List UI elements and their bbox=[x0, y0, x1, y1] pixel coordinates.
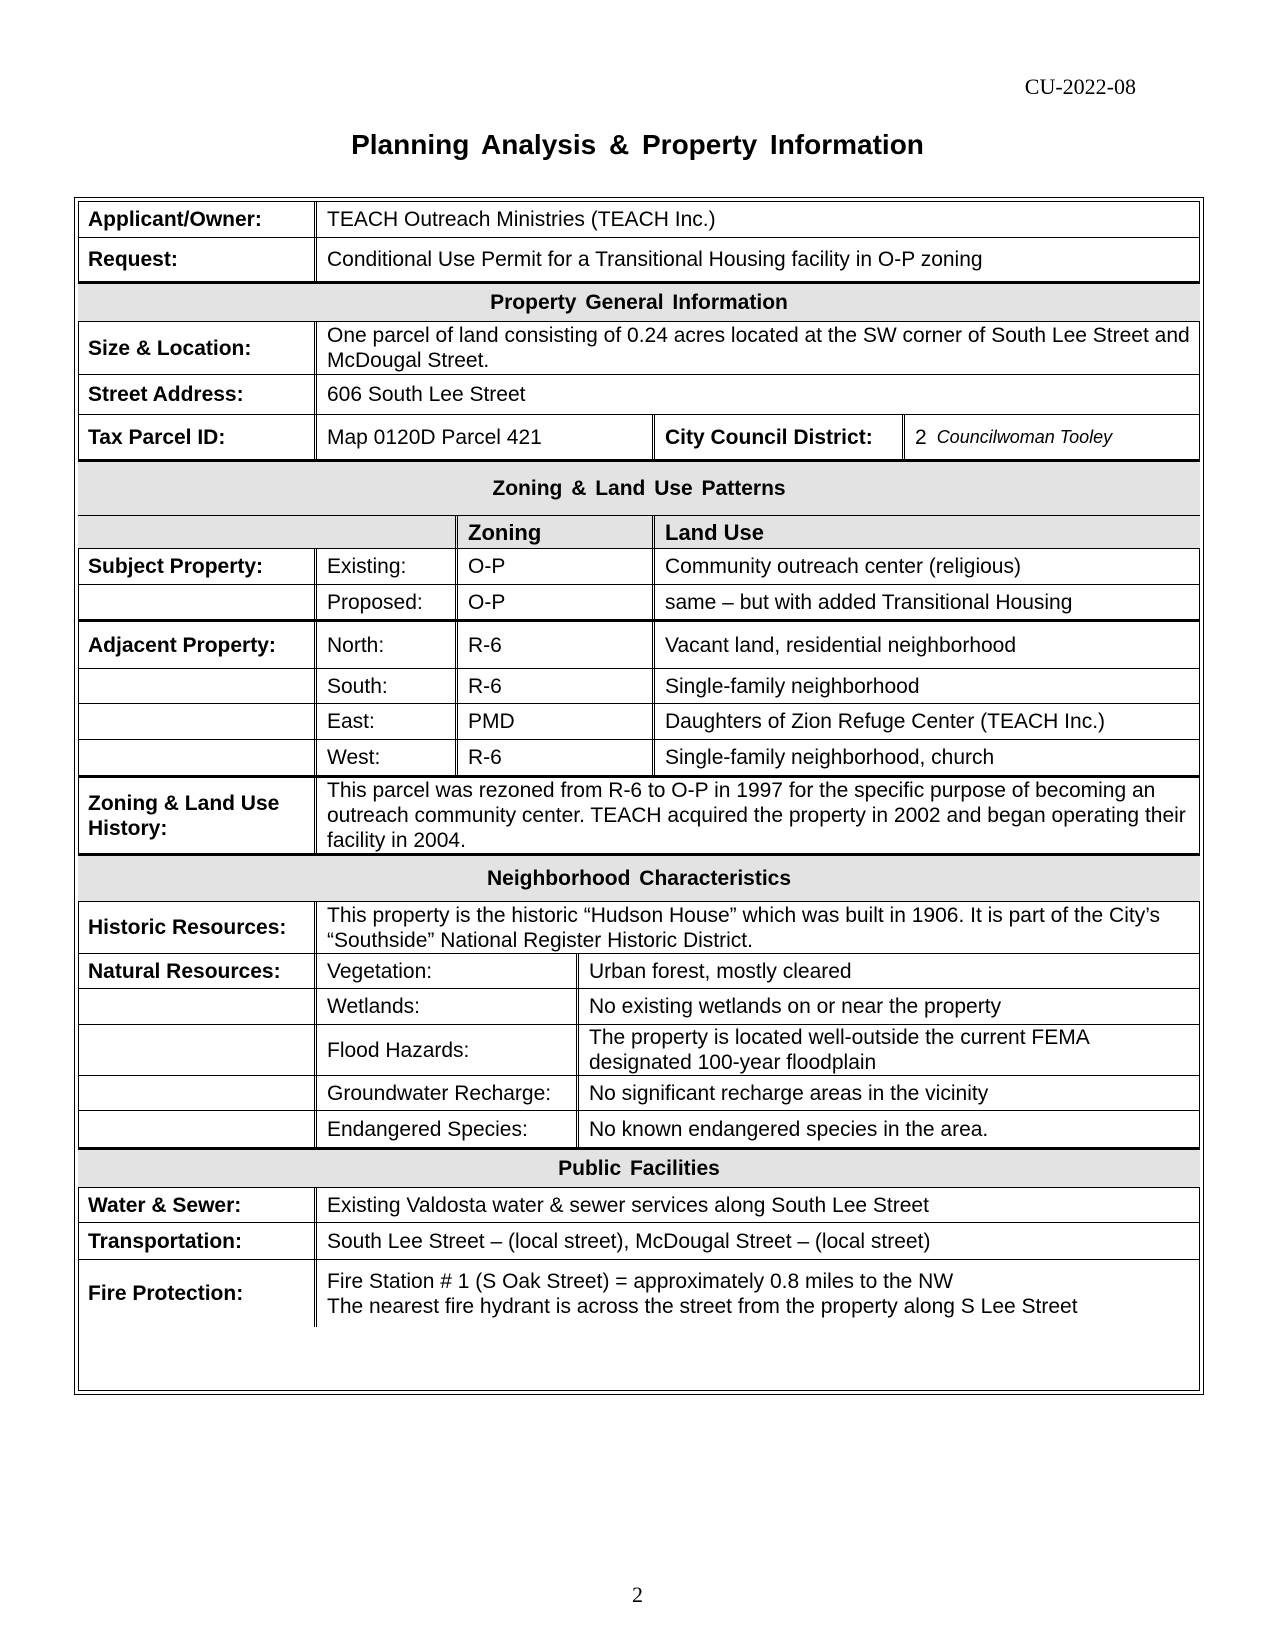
council-district-value bbox=[902, 415, 1200, 459]
table-row bbox=[78, 954, 1200, 989]
council-member-name: Councilwoman Tooley bbox=[936, 426, 1113, 447]
zoning-row-zone: O-P bbox=[455, 549, 652, 584]
zoning-row-zone: O-P bbox=[455, 585, 652, 619]
transportation-value: South Lee Street – (local street), McDougal Street – (local street) bbox=[314, 1223, 1200, 1259]
zoning-row-zone: PMD bbox=[455, 704, 652, 739]
land-use-column-header: Land Use bbox=[652, 516, 1200, 548]
request-value: Conditional Use Permit for a Transitional Housing facility in O-P zoning bbox=[314, 238, 1200, 281]
natural-resource-item: Vegetation: bbox=[314, 954, 576, 988]
section-neighborhood bbox=[78, 854, 1200, 902]
section-heading: Neighborhood Characteristics bbox=[486, 867, 792, 890]
table-row bbox=[78, 620, 1200, 669]
zoning-row-direction: Proposed: bbox=[314, 585, 455, 619]
tax-parcel-row bbox=[78, 415, 1200, 460]
zoning-row-direction: West: bbox=[314, 740, 455, 775]
empty-cell bbox=[78, 669, 314, 703]
empty-cell bbox=[78, 1111, 314, 1147]
water-sewer-value: Existing Valdosta water & sewer services along South Lee Street bbox=[314, 1188, 1200, 1222]
table-row bbox=[78, 549, 1200, 585]
fire-protection-value bbox=[314, 1260, 1200, 1327]
page-number: 2 bbox=[632, 1582, 643, 1607]
request-row bbox=[78, 238, 1200, 282]
empty-cell bbox=[78, 1076, 314, 1110]
natural-resource-item: Wetlands: bbox=[314, 989, 576, 1024]
zoning-history-row bbox=[78, 776, 1200, 854]
water-sewer-label: Water & Sewer: bbox=[88, 1193, 242, 1217]
natural-resource-value: The property is located well-outside the current FEMA designated 100-year floodplain bbox=[576, 1025, 1200, 1075]
zoning-row-land-use: Single-family neighborhood, church bbox=[652, 740, 1200, 775]
table-row bbox=[78, 1025, 1200, 1076]
empty-cell bbox=[78, 704, 314, 739]
size-location-row bbox=[78, 322, 1200, 375]
zoning-row-direction: East: bbox=[314, 704, 455, 739]
zoning-row-land-use: Community outreach center (religious) bbox=[652, 549, 1200, 584]
zoning-row-land-use: same – but with added Transitional Housing bbox=[652, 585, 1200, 619]
request-label: Request: bbox=[88, 248, 178, 271]
natural-resource-item: Flood Hazards: bbox=[314, 1025, 576, 1075]
zoning-column-headers bbox=[78, 516, 1200, 549]
historic-resources-row bbox=[78, 902, 1200, 954]
natural-resource-item: Endangered Species: bbox=[314, 1111, 576, 1147]
natural-resource-item: Groundwater Recharge: bbox=[314, 1076, 576, 1110]
fire-protection-row bbox=[78, 1260, 1200, 1327]
section-heading: Zoning & Land Use Patterns bbox=[492, 477, 786, 500]
table-row bbox=[78, 704, 1200, 740]
street-address-label: Street Address: bbox=[88, 383, 244, 406]
fire-station-line: Fire Station # 1 (S Oak Street) = approximately 0.8 miles to the NW bbox=[327, 1269, 954, 1293]
applicant-value: TEACH Outreach Ministries (TEACH Inc.) bbox=[314, 201, 1200, 237]
historic-resources-label: Historic Resources: bbox=[88, 916, 287, 939]
transportation-row bbox=[78, 1223, 1200, 1260]
table-row bbox=[78, 740, 1200, 776]
zoning-row-zone: R-6 bbox=[455, 669, 652, 703]
tax-parcel-label: Tax Parcel ID: bbox=[88, 425, 226, 449]
natural-resource-value: Urban forest, mostly cleared bbox=[576, 954, 1200, 988]
adjacent-property-label: Adjacent Property: bbox=[88, 633, 276, 657]
section-public-facilities bbox=[78, 1148, 1200, 1188]
zoning-history-value: This parcel was rezoned from R-6 to O-P in 1997 for the specific purpose of becoming an outreach community center. TEACH acquired the property in 2002 and began operating their facility in 2004. bbox=[314, 778, 1200, 853]
section-property-general bbox=[78, 282, 1200, 322]
section-heading: Property General Information bbox=[490, 291, 788, 314]
table-row bbox=[78, 1076, 1200, 1111]
historic-resources-value: This property is the historic “Hudson House” which was built in 1906. It is part of the City’s “Southside” National Register Historic District. bbox=[314, 902, 1200, 953]
zoning-row-zone: R-6 bbox=[455, 622, 652, 668]
subject-property-label: Subject Property: bbox=[88, 555, 264, 578]
applicant-label: Applicant/Owner: bbox=[88, 207, 262, 231]
table-row bbox=[78, 669, 1200, 704]
empty-cell bbox=[78, 989, 314, 1024]
natural-resource-value: No existing wetlands on or near the property bbox=[576, 989, 1200, 1024]
page-title: Planning Analysis & Property Information bbox=[351, 129, 924, 160]
fire-protection-label: Fire Protection: bbox=[88, 1282, 244, 1305]
empty-cell bbox=[78, 585, 314, 619]
zoning-column-header: Zoning bbox=[455, 516, 652, 548]
document-id: CU-2022-08 bbox=[1024, 74, 1136, 99]
applicant-row bbox=[78, 201, 1200, 238]
table-row bbox=[78, 989, 1200, 1025]
zoning-row-land-use: Single-family neighborhood bbox=[652, 669, 1200, 703]
natural-resource-value: No significant recharge areas in the vicinity bbox=[576, 1076, 1200, 1110]
water-sewer-row bbox=[78, 1188, 1200, 1223]
street-address-row bbox=[78, 375, 1200, 415]
zoning-row-direction: North: bbox=[314, 622, 455, 668]
transportation-label: Transportation: bbox=[88, 1229, 243, 1253]
empty-cell bbox=[78, 740, 314, 775]
table-row bbox=[78, 585, 1200, 620]
zoning-row-land-use: Vacant land, residential neighborhood bbox=[652, 622, 1200, 668]
section-heading: Public Facilities bbox=[558, 1157, 720, 1180]
size-location-label: Size & Location: bbox=[88, 336, 252, 360]
section-zoning-land-use bbox=[78, 460, 1200, 516]
tax-parcel-value: Map 0120D Parcel 421 bbox=[314, 415, 652, 459]
table-row bbox=[78, 1111, 1200, 1148]
zoning-row-land-use: Daughters of Zion Refuge Center (TEACH Inc.) bbox=[652, 704, 1200, 739]
fire-hydrant-line: The nearest fire hydrant is across the street from the property along S Lee Street bbox=[327, 1294, 1078, 1318]
natural-resource-value: No known endangered species in the area. bbox=[576, 1111, 1200, 1147]
natural-resources-label: Natural Resources: bbox=[88, 959, 281, 983]
council-district-label: City Council District: bbox=[652, 415, 902, 459]
street-address-value: 606 South Lee Street bbox=[314, 375, 1200, 414]
zoning-history-label: Zoning & Land Use History: bbox=[88, 791, 280, 840]
empty-cell bbox=[78, 1025, 314, 1075]
council-district-number: 2 bbox=[915, 425, 927, 449]
zoning-row-direction: Existing: bbox=[314, 549, 455, 584]
size-location-value: One parcel of land consisting of 0.24 acres located at the SW corner of South Lee Street and McDougal Street. bbox=[314, 322, 1200, 374]
zoning-row-zone: R-6 bbox=[455, 740, 652, 775]
zoning-row-direction: South: bbox=[314, 669, 455, 703]
